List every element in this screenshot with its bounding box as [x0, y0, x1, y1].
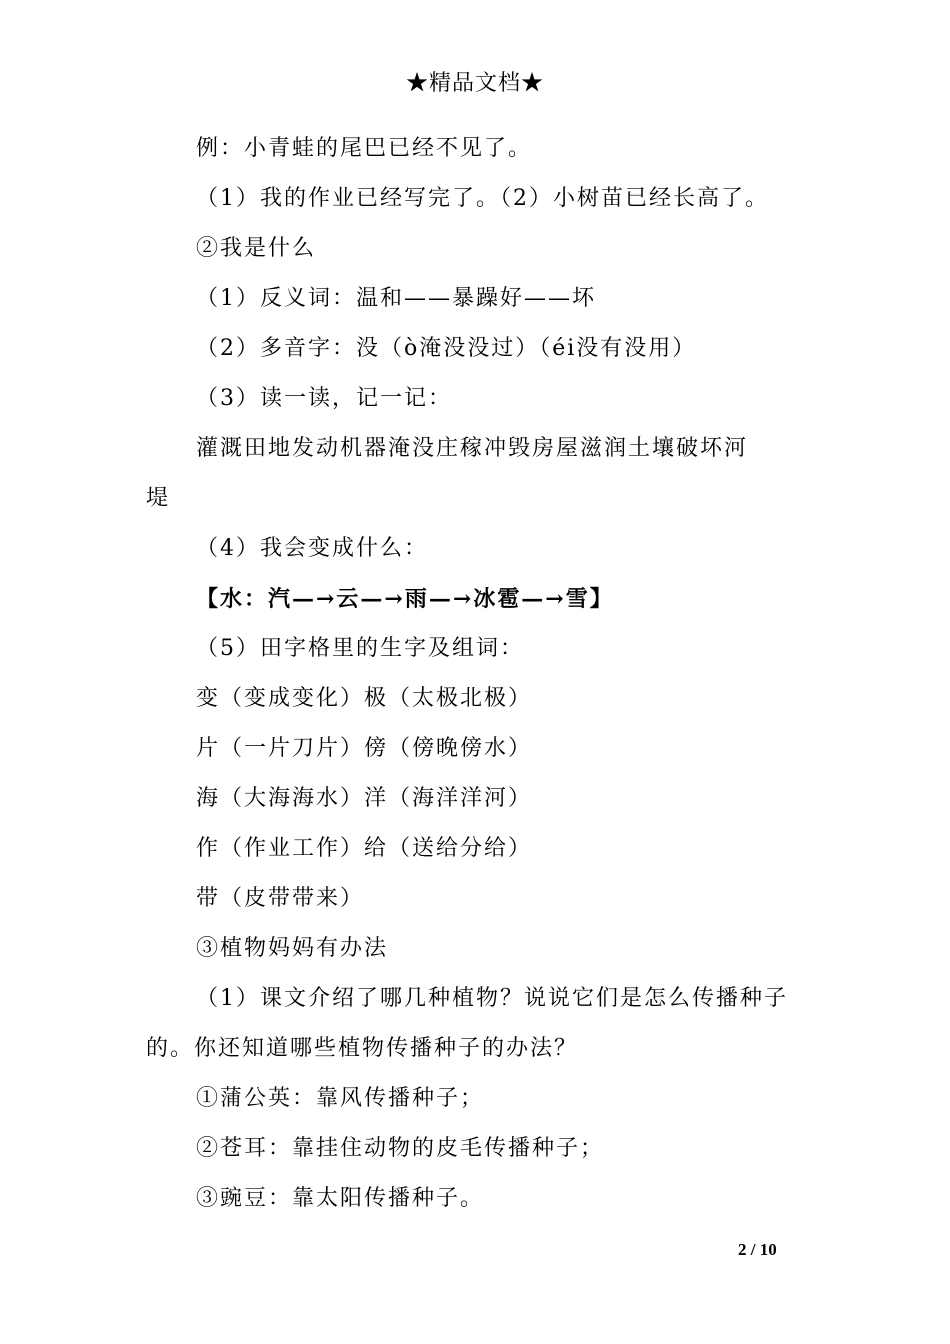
text-line: （4）我会变成什么： [196, 536, 428, 561]
section-heading: ③植物妈妈有办法 [196, 936, 389, 961]
text-line: 堤 [146, 486, 171, 511]
text-line: 例：小青蛙的尾巴已经不见了。 [196, 136, 533, 161]
text-line: （5）田字格里的生字及组词： [196, 636, 524, 661]
word-group-line: 带（皮带带来） [196, 886, 365, 911]
text-line: ③豌豆：靠太阳传播种子。 [196, 1186, 485, 1211]
water-cycle-line: 【水：汽—→云—→雨—→冰雹—→雪】 [196, 586, 614, 612]
text-line: （1）反义词：温和——暴躁好——坏 [196, 286, 596, 311]
text-line: 灌溉田地发动机器淹没庄稼冲毁房屋滋润土壤破坏河 [196, 436, 749, 461]
text-line: （3）读一读，记一记： [196, 386, 452, 411]
word-group-line: 作（作业工作）给（送给分给） [196, 836, 533, 861]
page-number: 2 / 10 [738, 1240, 777, 1259]
word-group-line: 片（一片刀片）傍（傍晚傍水） [196, 736, 533, 761]
word-group-line: 海（大海海水）洋（海洋洋河） [196, 786, 533, 811]
text-line: （1）课文介绍了哪几种植物？说说它们是怎么传播种子 [196, 986, 788, 1011]
section-heading: ②我是什么 [196, 236, 317, 261]
page-header: ★精品文档★ [405, 71, 544, 96]
word-group-line: 变（变成变化）极（太极北极） [196, 686, 533, 711]
text-line: ②苍耳：靠挂住动物的皮毛传播种子； [196, 1136, 605, 1161]
text-line: （2）多音字：没（ò淹没没过）（éi没有没用） [196, 336, 697, 361]
text-line: 的。你还知道哪些植物传播种子的办法？ [146, 1036, 579, 1061]
text-line: ①蒲公英：靠风传播种子； [196, 1086, 485, 1111]
text-line: （1）我的作业已经写完了。（2）小树苗已经长高了。 [196, 186, 769, 211]
